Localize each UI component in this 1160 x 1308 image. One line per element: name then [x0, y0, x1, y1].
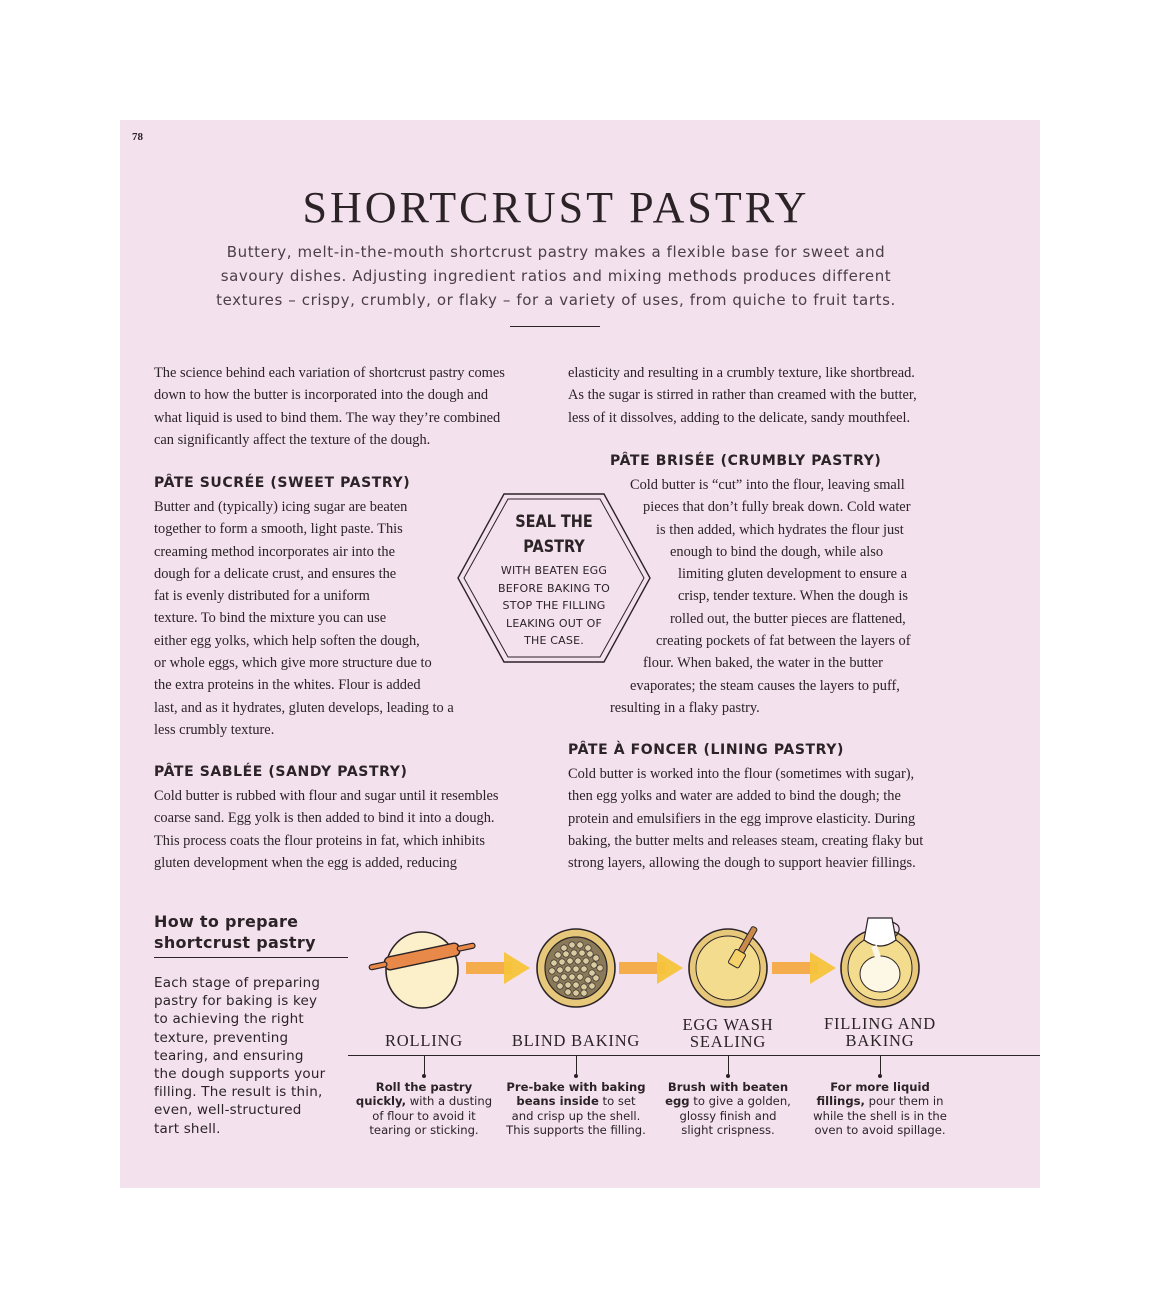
timeline-tick: [424, 1055, 425, 1075]
howto-line: even, well-structured: [154, 1102, 302, 1119]
jug-pouring-tart-icon: [838, 908, 924, 1010]
step-label-line: BLIND BAKING: [511, 1031, 641, 1050]
callout-title-line: PASTRY: [523, 537, 585, 557]
timeline-dot: [574, 1074, 578, 1078]
body-line: the extra proteins in the whites. Flour is added: [154, 677, 421, 694]
body-line: less crumbly texture.: [154, 721, 275, 738]
page-title: SHORTCRUST PASTRY: [302, 183, 810, 232]
desc-text: tearing or sticking.: [369, 1123, 479, 1138]
desc-bold: Roll the pastry: [375, 1080, 473, 1094]
desc-text: to set: [598, 1094, 636, 1109]
body-line: gluten development when the egg is added, reducing: [154, 854, 457, 871]
desc-text: oven to avoid spillage.: [814, 1123, 946, 1138]
body-line: limiting gluten development to ensure a: [678, 566, 907, 583]
howto-divider: [154, 957, 348, 958]
howto-title-line: How to prepare: [154, 912, 299, 931]
pastry-brush-tart-icon: [686, 920, 772, 1010]
body-line: can significantly affect the texture of the dough.: [154, 431, 431, 448]
step-desc-rolling: [348, 1080, 500, 1138]
callout-text-line: BEFORE BAKING TO: [498, 581, 610, 595]
step-desc-filling: [804, 1080, 956, 1138]
howto-line: texture, preventing: [154, 1029, 289, 1046]
desc-text: glossy finish and: [679, 1108, 777, 1123]
step-desc-egg-wash: [652, 1080, 804, 1138]
body-line: baking, the butter melts and releases steam, creating flaky but: [568, 832, 924, 849]
body-line: crisp, tender texture. When the dough is: [678, 588, 908, 605]
howto-line: tart shell.: [154, 1120, 221, 1137]
callout-text-line: STOP THE FILLING: [502, 599, 606, 613]
howto-title: [154, 911, 354, 953]
callout-text-line: LEAKING OUT OF: [505, 616, 603, 630]
desc-bold: egg: [665, 1094, 690, 1109]
page: [120, 120, 1040, 1188]
body-line: either egg yolks, which help soften the dough,: [154, 632, 420, 649]
desc-bold: fillings,: [816, 1094, 865, 1109]
desc-bold: Pre-bake with baking: [506, 1080, 646, 1094]
desc-text: This supports the filling.: [506, 1123, 646, 1138]
step-label-blind-baking: [502, 1032, 650, 1049]
sablee-heading: PÂTE SABLÉE (SANDY PASTRY): [154, 764, 408, 780]
sucree-heading: PÂTE SUCRÉE (SWEET PASTRY): [154, 475, 411, 491]
desc-text: to give a golden,: [689, 1094, 791, 1109]
step-desc-blind-baking: [500, 1080, 652, 1138]
body-line: Butter and (typically) icing sugar are beaten: [154, 499, 408, 515]
callout-text-line: WITH BEATEN EGG: [500, 564, 608, 577]
brisee-heading: PÂTE BRISÉE (CRUMBLY PASTRY): [610, 453, 882, 469]
step-label-line: BAKING: [845, 1031, 915, 1050]
desc-bold: beans inside: [516, 1094, 599, 1109]
page-number: 78: [132, 131, 143, 143]
step-label-line: EGG WASH: [682, 1015, 774, 1034]
body-line: together to form a smooth, light paste. This: [154, 521, 403, 538]
body-line: dough for a delicate crust, and ensures the: [154, 565, 397, 582]
rolling-pin-dough-icon: [366, 920, 478, 1010]
timeline-dot: [422, 1074, 426, 1078]
body-line: rolled out, the butter pieces are flattened,: [670, 610, 906, 627]
timeline-dot: [878, 1074, 882, 1078]
body-line: flour. When baked, the water in the butter: [643, 655, 883, 672]
howto-line: Each stage of preparing: [154, 975, 321, 991]
baking-beans-tart-icon: [534, 926, 618, 1010]
foncer-heading: PÂTE À FONCER (LINING PASTRY): [568, 742, 845, 758]
step-label-egg-wash: [658, 1016, 798, 1050]
step-label-line: FILLING AND: [824, 1014, 936, 1033]
intro-line: textures – crispy, crumbly, or flaky – for a variety of uses, from quiche to fruit tarts.: [216, 291, 896, 309]
howto-paragraph: [154, 974, 344, 1138]
body-line: less of it dissolves, adding to the delicate, sandy mouthfeel.: [568, 409, 911, 426]
desc-bold: For more liquid: [830, 1080, 930, 1094]
sablee-continued-paragraph: [568, 362, 917, 429]
howto-line: to achieving the right: [154, 1011, 304, 1028]
body-line: texture. To bind the mixture you can use: [154, 610, 387, 627]
desc-text: of flour to avoid it: [372, 1108, 476, 1123]
desc-text: pour them in: [864, 1094, 944, 1109]
body-line: is then added, which hydrates the flour just: [656, 521, 904, 538]
body-line: pieces that don’t fully break down. Cold water: [643, 499, 911, 516]
body-line: Cold butter is “cut” into the flour, leaving small: [630, 477, 905, 493]
body-line: or whole eggs, which give more structure due to: [154, 655, 432, 672]
science-paragraph: [154, 362, 505, 451]
callout-title: [488, 510, 621, 560]
callout-title-line: SEAL THE: [515, 512, 593, 532]
body-line: enough to bind the dough, while also: [670, 543, 884, 560]
timeline-tick: [880, 1055, 881, 1075]
howto-line: the dough supports your: [154, 1066, 326, 1083]
intro-paragraph: [215, 240, 897, 312]
arrow-right-icon: [617, 950, 685, 986]
body-line: evaporates; the steam causes the layers to puff,: [630, 677, 900, 694]
body-line: strong layers, allowing the dough to support heavier fillings.: [568, 855, 916, 872]
step-label-rolling: [356, 1032, 492, 1049]
body-line: resulting in a flaky pastry.: [610, 699, 760, 716]
body-line: As the sugar is stirred in rather than creamed with the butter,: [568, 387, 917, 404]
body-line: fat is evenly distributed for a uniform: [154, 588, 370, 605]
timeline-dot: [726, 1074, 730, 1078]
step-label-line: ROLLING: [384, 1031, 463, 1050]
step-label-filling: [808, 1015, 952, 1049]
steps-timeline: [348, 1055, 1040, 1056]
desc-text: slight crispness.: [681, 1123, 775, 1138]
howto-title-line: shortcrust pastry: [154, 933, 316, 952]
timeline-tick: [728, 1055, 729, 1075]
arrow-right-icon: [770, 950, 838, 986]
foncer-paragraph: [568, 763, 923, 874]
body-line: last, and as it hydrates, gluten develops, leading to a: [154, 699, 454, 716]
body-line: This process coats the flour proteins in fat, which inhibits: [154, 832, 485, 849]
howto-line: filling. The result is thin,: [154, 1084, 323, 1101]
title-divider: [510, 326, 600, 327]
body-line: Cold butter is worked into the flour (sometimes with sugar),: [568, 766, 915, 782]
intro-line: Buttery, melt-in-the-mouth shortcrust pastry makes a flexible base for sweet and: [226, 243, 886, 261]
body-line: protein and emulsifiers in the egg improve elasticity. During: [568, 810, 916, 827]
desc-text: and crisp up the shell.: [511, 1108, 641, 1123]
body-line: creating pockets of fat between the layers of: [656, 633, 911, 650]
desc-text: while the shell is in the: [813, 1108, 947, 1123]
intro-line: savoury dishes. Adjusting ingredient ratios and mixing methods produces different: [220, 267, 892, 285]
body-line: what liquid is used to bind them. The way they’re combined: [154, 409, 501, 426]
body-line: then egg yolks and water are added to bind the dough; the: [568, 788, 901, 805]
desc-bold: quickly,: [355, 1094, 407, 1109]
callout-text-line: THE CASE.: [524, 634, 584, 648]
body-line: coarse sand. Egg yolk is then added to bind it into a dough.: [154, 810, 495, 827]
body-line: Cold butter is rubbed with flour and sugar until it resembles: [154, 788, 499, 804]
step-label-line: SEALING: [689, 1032, 767, 1051]
desc-text: with a dusting: [406, 1094, 493, 1109]
sablee-paragraph: [154, 785, 499, 874]
howto-line: pastry for baking is key: [154, 993, 318, 1010]
body-line: creaming method incorporates air into the: [154, 543, 395, 560]
timeline-tick: [576, 1055, 577, 1075]
desc-bold: Brush with beaten: [667, 1080, 789, 1094]
body-line: The science behind each variation of shortcrust pastry comes: [154, 365, 505, 381]
body-line: down to how the butter is incorporated into the dough and: [154, 387, 489, 404]
body-line: elasticity and resulting in a crumbly texture, like shortbread.: [568, 365, 915, 381]
callout-text: [476, 562, 632, 650]
howto-line: tearing, and ensuring: [154, 1047, 304, 1064]
arrow-right-icon: [464, 950, 532, 986]
